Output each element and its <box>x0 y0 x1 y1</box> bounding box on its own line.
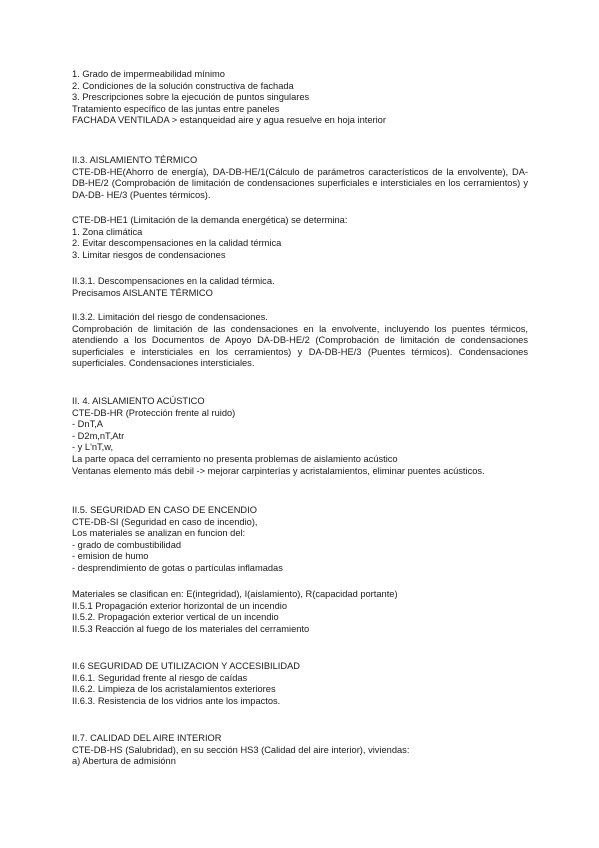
paragraph: CTE-DB-SI (Seguridad en caso de incendio), <box>72 516 258 527</box>
list-item: - grado de combustibilidad <box>72 539 182 550</box>
section-heading: II.5. SEGURIDAD EN CASO DE ENCENDIO <box>72 505 257 515</box>
list-item: a) Abertura de admisiónn <box>72 756 176 767</box>
section-aislamiento-acustico <box>72 396 528 477</box>
section-heading: II.7. CALIDAD DEL AIRE INTERIOR <box>72 733 222 743</box>
section-calidad-aire <box>72 733 528 768</box>
subsection-3-1 <box>72 276 528 299</box>
list-item: II.5.3 Reacción al fuego de los materiales del cerramiento <box>72 623 310 634</box>
list-item: II.6.2. Limpieza de los acristalamientos exteriores <box>72 684 276 695</box>
subsection-heading: II.3.1. Descompensaciones en la calidad térmica. <box>72 276 275 286</box>
intro-line: FACHADA VENTILADA > estanqueidad aire y agua resuelve en hoja interior <box>72 115 386 126</box>
paragraph: La parte opaca del cerramiento no presenta problemas de aislamiento acústico <box>72 453 398 464</box>
list-item: II.5.1 Propagación exterior horizontal de un incendio <box>72 600 287 611</box>
paragraph: CTE-DB-HS (Salubridad), en su sección HS3 (Calidad del aire interior), viviendas: <box>72 744 410 755</box>
intro-line: Tratamiento específico de las juntas entre paneles <box>72 103 280 114</box>
list-item: 3. Limitar riesgos de condensaciones <box>72 249 226 260</box>
list-item: 2. Evitar descompensaciones en la calidad térmica <box>72 238 282 249</box>
intro-line: 1. Grado de impermeabilidad mínimo <box>72 69 225 79</box>
paragraph: CTE-DB-HE(Ahorro de energía), DA-DB-HE/1(Cálculo de parámetros característicos de la envolvente), DA-DB-HE/2 (Comprobación de limitación de condensaciones superficiales e intersticiales en los cerramientos) y DA-DB- HE/3 (Puentes térmicos). <box>72 166 528 200</box>
paragraph: Precisamos AISLANTE TÉRMICO <box>72 287 213 298</box>
clasificacion-block <box>72 589 528 635</box>
paragraph: Ventanas elemento más debil -> mejorar carpinterías y acristalamientos, eliminar puentes acústicos. <box>72 465 485 476</box>
list-item: - DnT,A <box>72 419 103 430</box>
section-seguridad-incendio <box>72 505 528 575</box>
intro-line: 2. Condiciones de la solución constructiva de fachada <box>72 80 294 91</box>
section-aislamiento-termico <box>72 155 528 201</box>
paragraph: CTE-DB-HR (Protección frente al ruido) <box>72 407 236 418</box>
list-item: - y L'nT,w, <box>72 442 114 453</box>
list-item: 1. Zona climática <box>72 226 143 237</box>
paragraph-intro: CTE-DB-HE1 (Limitación de la demanda energética) se determina: <box>72 215 348 225</box>
intro-block <box>72 69 528 127</box>
list-item: II.5.2. Propagación exterior vertical de un incendio <box>72 612 279 623</box>
subsection-3-2 <box>72 312 528 370</box>
list-item: II.6.3. Resistencia de los vidrios ante los impactos. <box>72 695 281 706</box>
subsection-heading: II.3.2. Limitación del riesgo de condensaciones. <box>72 312 268 322</box>
list-item: II.6.1. Seguridad frente al riesgo de caídas <box>72 672 248 683</box>
list-item: - D2m,nT,Atr <box>72 430 125 441</box>
section-heading: II.6 SEGURIDAD DE UTILIZACION Y ACCESIBILIDAD <box>72 661 301 671</box>
list-item: - emision de humo <box>72 551 149 562</box>
paragraph: Materiales se clasifican en: E(integridad), I(aislamiento), R(capacidad portante) <box>72 589 398 599</box>
paragraph: Comprobación de limitación de las condensaciones en la envolvente, incluyendo los puentes térmicos, atendiendo a los Documentos de Apoyo DA-DB-HE/2 (Comprobación de limitación de condensaciones superficiales e intersticiales en los cerramientos) y DA-DB-HE/3 (Puentes térmicos). Condensaciones superficiales. Condensaciones intersticiales. <box>72 323 528 369</box>
paragraph: Los materiales se analizan en funcion del: <box>72 528 246 539</box>
section-seguridad-utilizacion <box>72 661 528 707</box>
section-heading: II.3. AISLAMIENTO TÉRMICO <box>72 155 198 165</box>
list-item: - desprendimiento de gotas o partículas inflamadas <box>72 562 283 573</box>
he1-block <box>72 215 528 261</box>
section-heading: II. 4. AISLAMIENTO ACÚSTICO <box>72 396 205 406</box>
intro-line: 3. Prescripciones sobre la ejecución de puntos singulares <box>72 92 310 103</box>
